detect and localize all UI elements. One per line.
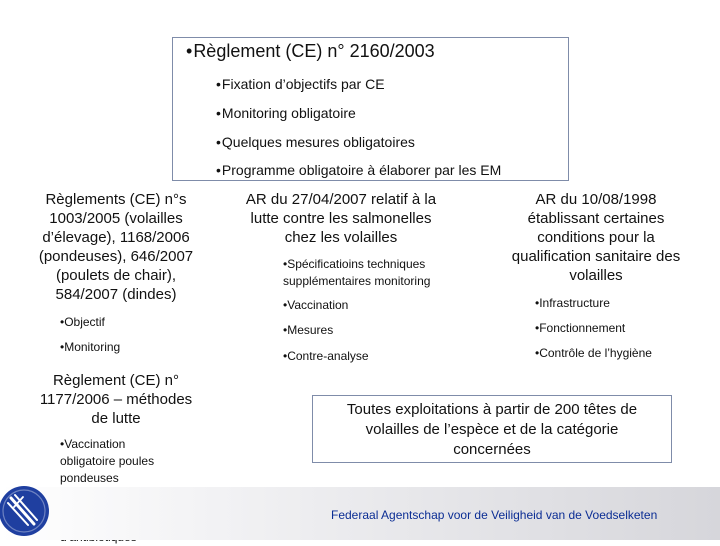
middle-item-mesures bbox=[283, 322, 333, 339]
bullet-icon: • bbox=[216, 105, 221, 121]
right-ar-heading bbox=[496, 190, 696, 285]
top-item-measures bbox=[216, 134, 415, 151]
right-item-hygiene-text: Contrôle de l’hygiène bbox=[539, 346, 652, 360]
scope-line: Toutes exploitations à partir de 200 têtes de bbox=[346, 401, 638, 418]
bullet-icon: • bbox=[216, 162, 221, 178]
left-heading-line: (pondeuses), 646/2007 bbox=[38, 248, 194, 265]
middle-item-line: supplémentaires monitoring bbox=[283, 274, 431, 288]
bullet-icon: • bbox=[60, 340, 65, 354]
middle-item-line: Spécificatioins techniques bbox=[287, 257, 426, 271]
middle-item-vaccination-text: Vaccination bbox=[287, 298, 349, 312]
left-heading-line: Règlements (CE) n°s bbox=[45, 191, 187, 208]
fork-knife-logo-icon bbox=[0, 481, 56, 540]
top-item-programme bbox=[216, 162, 501, 179]
middle-ar-heading bbox=[236, 190, 446, 247]
scope-line: volailles de l’espèce et de la catégorie bbox=[365, 421, 619, 438]
top-item-objectives-text: Fixation d’objectifs par CE bbox=[221, 76, 385, 92]
left-item-monitoring bbox=[60, 339, 120, 356]
top-item-monitoring-text: Monitoring obligatoire bbox=[221, 105, 356, 121]
bullet-icon: • bbox=[535, 296, 540, 310]
top-regulation-title bbox=[186, 40, 435, 62]
left-item-objectif bbox=[60, 314, 105, 331]
right-item-hygiene bbox=[535, 345, 652, 362]
right-heading-line: conditions pour la bbox=[537, 229, 655, 246]
left-regulations-heading bbox=[18, 190, 214, 304]
scope-line: concernées bbox=[453, 441, 531, 458]
right-heading-line: volailles bbox=[569, 267, 623, 284]
middle-item-contre-analyse-text: Contre-analyse bbox=[287, 349, 369, 363]
middle-item-mesures-text: Mesures bbox=[287, 323, 334, 337]
right-item-infrastructure bbox=[535, 295, 610, 312]
left-item-monitoring-text: Monitoring bbox=[64, 340, 121, 354]
top-item-measures-text: Quelques mesures obligatoires bbox=[221, 134, 415, 150]
left-item-vaccination bbox=[60, 436, 154, 487]
bullet-icon: • bbox=[186, 41, 193, 61]
bullet-icon: • bbox=[283, 298, 288, 312]
bullet-icon: • bbox=[216, 76, 221, 92]
left-control-methods-heading bbox=[18, 371, 214, 428]
right-heading-line: établissant certaines bbox=[527, 210, 665, 227]
bullet-icon: • bbox=[283, 257, 288, 271]
top-item-monitoring bbox=[216, 105, 356, 122]
bullet-icon: • bbox=[283, 349, 288, 363]
right-item-infrastructure-text: Infrastructure bbox=[539, 296, 610, 310]
top-regulation-title-text: Règlement (CE) n° 2160/2003 bbox=[193, 41, 435, 61]
bullet-icon: • bbox=[60, 315, 65, 329]
left-heading-line: d’élevage), 1168/2006 bbox=[42, 229, 190, 246]
fork-knife-logo-svg bbox=[0, 481, 56, 540]
middle-heading-line: chez les volailles bbox=[284, 229, 398, 246]
footer-agency-name: Federaal Agentschap voor de Veiligheid van de Voedselketen bbox=[331, 508, 658, 522]
left-heading-line: 584/2007 (dindes) bbox=[55, 286, 177, 303]
left-item-objectif-text: Objectif bbox=[64, 315, 105, 329]
left-item-line: pondeuses bbox=[60, 471, 119, 485]
bullet-icon: • bbox=[283, 323, 288, 337]
left-item-line: obligatoire poules bbox=[60, 454, 155, 468]
left-heading-line: Règlement (CE) n° bbox=[52, 372, 180, 389]
right-heading-line: AR du 10/08/1998 bbox=[535, 191, 657, 208]
middle-item-specifications bbox=[283, 256, 430, 290]
right-item-fonctionnement-text: Fonctionnement bbox=[539, 321, 626, 335]
left-item-line: Vaccination bbox=[64, 437, 126, 451]
bullet-icon: • bbox=[60, 437, 65, 451]
left-heading-line: (poulets de chair), bbox=[55, 267, 177, 284]
right-heading-line: qualification sanitaire des bbox=[511, 248, 681, 265]
middle-heading-line: lutte contre les salmonelles bbox=[250, 210, 432, 227]
bullet-icon: • bbox=[535, 321, 540, 335]
scope-text bbox=[320, 400, 664, 460]
left-heading-line: de lutte bbox=[91, 410, 141, 427]
left-heading-line: 1003/2005 (volailles bbox=[49, 210, 183, 227]
middle-heading-line: AR du 27/04/2007 relatif à la bbox=[245, 191, 437, 208]
top-item-objectives bbox=[216, 76, 385, 93]
middle-item-contre-analyse bbox=[283, 348, 369, 365]
top-item-programme-text: Programme obligatoire à élaborer par les EM bbox=[221, 162, 502, 178]
left-heading-line: 1177/2006 – méthodes bbox=[39, 391, 193, 408]
middle-item-vaccination bbox=[283, 297, 348, 314]
right-item-fonctionnement bbox=[535, 320, 625, 337]
bullet-icon: • bbox=[535, 346, 540, 360]
bullet-icon: • bbox=[216, 134, 221, 150]
